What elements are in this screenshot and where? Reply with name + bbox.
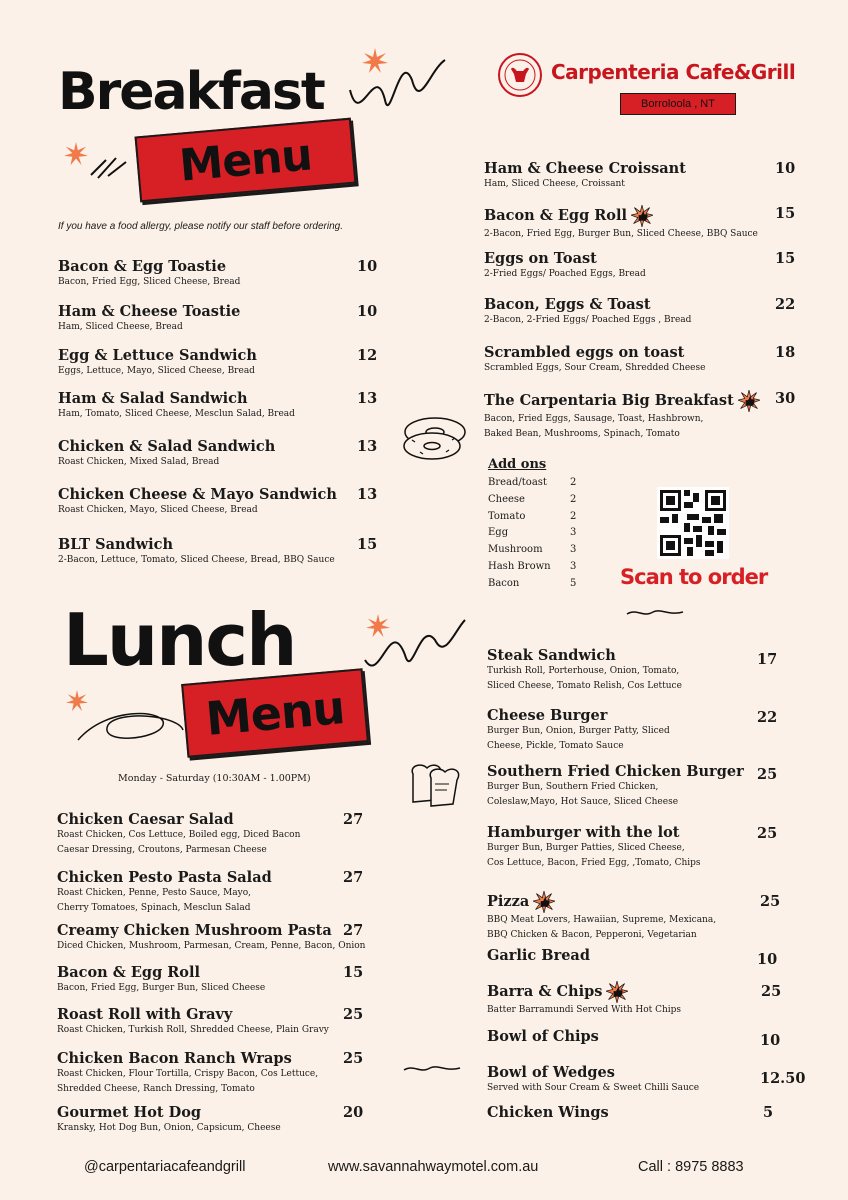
menu-item-name bbox=[58, 390, 295, 407]
menu-item-name-text: Chicken Wings bbox=[487, 1104, 609, 1121]
menu-item-name bbox=[58, 438, 275, 455]
addon-price: 5 bbox=[570, 577, 577, 589]
menu-item-name bbox=[487, 763, 744, 780]
menu-item bbox=[57, 869, 272, 916]
menu-item-description: Roast Chicken, Cos Lettuce, Boiled egg, Diced Bacon bbox=[57, 830, 301, 840]
menu-item bbox=[484, 390, 760, 442]
menu-item-description: Bacon, Fried Egg, Burger Bun, Sliced Cheese bbox=[57, 983, 266, 993]
menu-item-price: 13 bbox=[357, 486, 378, 503]
menu-item-description: Batter Barramundi Served With Hot Chips bbox=[487, 1005, 682, 1015]
menu-item-name bbox=[484, 344, 705, 361]
menu-item-description: 2-Bacon, Lettuce, Tomato, Sliced Cheese, Bread, BBQ Sauce bbox=[58, 555, 335, 565]
menu-item-name bbox=[487, 1028, 599, 1045]
menu-item-name-text: Hamburger with the lot bbox=[487, 824, 680, 841]
menu-item-description: Caesar Dressing, Croutons, Parmesan Cheese bbox=[57, 845, 267, 855]
menu-item-description: Roast Chicken, Mixed Salad, Bread bbox=[58, 457, 220, 467]
menu-item-name-text: Scrambled eggs on toast bbox=[484, 344, 685, 361]
menu-item bbox=[487, 947, 590, 964]
menu-item-description: Kransky, Hot Dog Bun, Onion, Capsicum, Cheese bbox=[57, 1123, 281, 1133]
addon-price: 3 bbox=[570, 544, 577, 556]
menu-item-name bbox=[58, 347, 257, 364]
menu-item bbox=[484, 344, 705, 376]
breakfast-title: Breakfast bbox=[58, 62, 324, 122]
menu-item-name-text: Creamy Chicken Mushroom Pasta bbox=[57, 922, 332, 939]
menu-item-name bbox=[58, 536, 335, 553]
addon-price: 3 bbox=[570, 561, 577, 572]
small-squiggle-doodle bbox=[625, 606, 685, 620]
brand-name: Carpenteria Cafe&Grill bbox=[551, 60, 796, 84]
menu-item-name bbox=[487, 647, 682, 664]
menu-item bbox=[57, 1006, 329, 1038]
menu-item-name-text: Bacon & Egg Toastie bbox=[58, 258, 227, 275]
menu-item-description: Burger Bun, Southern Fried Chicken, bbox=[487, 782, 659, 792]
menu-item bbox=[58, 390, 295, 422]
menu-item bbox=[58, 536, 335, 568]
menu-item-name bbox=[487, 891, 716, 913]
menu-item-price: 25 bbox=[343, 1050, 364, 1067]
menu-item-description: Cos Lettuce, Bacon, Fried Egg, ,Tomato, Chips bbox=[487, 858, 701, 868]
menu-item-name-text: Egg & Lettuce Sandwich bbox=[58, 347, 257, 364]
menu-item-name bbox=[57, 1050, 318, 1067]
phone-number[interactable]: Call : 8975 8883 bbox=[638, 1159, 744, 1175]
menu-item-name bbox=[57, 922, 365, 939]
menu-item-name-text: Ham & Cheese Croissant bbox=[484, 160, 686, 177]
menu-item-description: Ham, Sliced Cheese, Bread bbox=[58, 322, 183, 332]
thumbs-up-burst-icon bbox=[606, 981, 628, 1003]
menu-item bbox=[57, 922, 365, 954]
lunch-title: Lunch bbox=[63, 598, 296, 682]
menu-item bbox=[58, 486, 337, 518]
addons-title: Add ons bbox=[488, 457, 547, 472]
menu-item-description: Roast Chicken, Penne, Pesto Sauce, Mayo, bbox=[57, 888, 252, 898]
menu-item-name-text: Steak Sandwich bbox=[487, 647, 616, 664]
menu-item-description: Bacon, Fried Eggs, Sausage, Toast, Hashbrown, bbox=[484, 414, 704, 424]
menu-item-price: 22 bbox=[775, 296, 796, 313]
menu-item-name bbox=[57, 1006, 329, 1023]
menu-item-name bbox=[487, 1104, 609, 1121]
addon-name: Bacon bbox=[488, 577, 520, 589]
menu-item bbox=[487, 763, 744, 810]
menu-item-description: 2-Bacon, Fried Egg, Burger Bun, Sliced Cheese, BBQ Sauce bbox=[484, 229, 758, 239]
menu-item-description: Burger Bun, Onion, Burger Patty, Sliced bbox=[487, 726, 670, 736]
menu-item bbox=[487, 824, 701, 871]
menu-item-name bbox=[57, 811, 300, 828]
menu-item-description: BBQ Meat Lovers, Hawaiian, Supreme, Mexicana, bbox=[487, 915, 717, 925]
menu-item-price: 25 bbox=[757, 766, 778, 783]
addon-name: Hash Brown bbox=[488, 561, 551, 572]
menu-item-price: 25 bbox=[761, 983, 782, 1000]
menu-item-price: 10 bbox=[760, 1032, 781, 1049]
menu-item-description: Burger Bun, Burger Patties, Sliced Cheese, bbox=[487, 843, 685, 853]
menu-item-description: Roast Chicken, Flour Tortilla, Crispy Bacon, Cos Lettuce, bbox=[57, 1069, 319, 1079]
menu-item-description: Coleslaw,Mayo, Hot Sauce, Sliced Cheese bbox=[487, 797, 679, 807]
squiggle-doodle-top bbox=[340, 40, 460, 130]
menu-item-price: 25 bbox=[343, 1006, 364, 1023]
menu-item-name bbox=[484, 250, 646, 267]
menu-item-price: 15 bbox=[343, 964, 364, 981]
menu-item-price: 30 bbox=[775, 390, 796, 407]
menu-item bbox=[58, 347, 257, 379]
addon-name: Egg bbox=[488, 527, 509, 539]
menu-item-description: Diced Chicken, Mushroom, Parmesan, Cream, Penne, Bacon, Onion bbox=[57, 941, 366, 951]
menu-item bbox=[487, 647, 682, 694]
bull-logo bbox=[497, 52, 543, 98]
menu-item bbox=[484, 205, 758, 242]
menu-item-name bbox=[484, 160, 686, 177]
menu-item-price: 27 bbox=[343, 922, 364, 939]
menu-item-name bbox=[487, 707, 670, 724]
menu-item bbox=[57, 811, 300, 858]
menu-item-name-text: Chicken & Salad Sandwich bbox=[58, 438, 276, 455]
menu-item-description: 2-Bacon, 2-Fried Eggs/ Poached Eggs , Bread bbox=[484, 315, 692, 325]
menu-item-name-text: Ham & Salad Sandwich bbox=[58, 390, 248, 407]
menu-item-description: Served with Sour Cream & Sweet Chilli Sauce bbox=[487, 1083, 700, 1093]
menu-item bbox=[487, 1104, 609, 1121]
menu-item-price: 10 bbox=[357, 303, 378, 320]
menu-item-price: 18 bbox=[775, 344, 796, 361]
menu-item-price: 13 bbox=[357, 390, 378, 407]
menu-item-name-text: Chicken Bacon Ranch Wraps bbox=[57, 1050, 292, 1067]
menu-item-name-text: Chicken Cheese & Mayo Sandwich bbox=[58, 486, 337, 503]
menu-item-description: Roast Chicken, Turkish Roll, Shredded Cheese, Plain Gravy bbox=[57, 1025, 329, 1035]
menu-item-description: Ham, Tomato, Sliced Cheese, Mesclun Salad, Bread bbox=[58, 409, 295, 419]
menu-item bbox=[57, 1050, 318, 1097]
menu-item-price: 22 bbox=[757, 709, 778, 726]
menu-item bbox=[484, 250, 646, 282]
menu-item bbox=[484, 296, 691, 328]
menu-item bbox=[487, 707, 670, 754]
menu-item-name-text: Southern Fried Chicken Burger bbox=[487, 763, 744, 780]
addon-name: Cheese bbox=[488, 493, 525, 505]
thumbs-up-burst-icon bbox=[631, 205, 653, 227]
menu-item-price: 15 bbox=[775, 250, 796, 267]
menu-item-name-text: Cheese Burger bbox=[487, 707, 608, 724]
menu-item bbox=[57, 964, 265, 996]
menu-item-name-text: Chicken Caesar Salad bbox=[57, 811, 234, 828]
menu-item-name bbox=[57, 964, 265, 981]
menu-item-description: Shredded Cheese, Ranch Dressing, Tomato bbox=[57, 1084, 255, 1094]
menu-item-name bbox=[484, 390, 760, 412]
menu-item-name-text: Chicken Pesto Pasta Salad bbox=[57, 869, 272, 886]
menu-item-name bbox=[487, 824, 701, 841]
menu-item-name-text: Bowl of Chips bbox=[487, 1028, 599, 1045]
menu-item-price: 5 bbox=[763, 1104, 774, 1121]
menu-item-price: 13 bbox=[357, 438, 378, 455]
toast-illustration bbox=[405, 760, 467, 810]
bagel-illustration bbox=[400, 410, 470, 465]
menu-item-price: 12.50 bbox=[760, 1070, 806, 1087]
menu-item-price: 10 bbox=[775, 160, 796, 177]
menu-item-name-text: Garlic Bread bbox=[487, 947, 590, 964]
sparkle-burst-icon bbox=[366, 614, 390, 638]
menu-item-price: 15 bbox=[357, 536, 378, 553]
menu-item bbox=[57, 1104, 281, 1136]
menu-item bbox=[484, 160, 686, 192]
menu-item-description: Sliced Cheese, Tomato Relish, Cos Lettuce bbox=[487, 681, 682, 691]
lunch-menu-label-box bbox=[181, 668, 369, 758]
menu-item-name-text: Bacon, Eggs & Toast bbox=[484, 296, 651, 313]
menu-item-name-text: Bacon & Egg Roll bbox=[484, 207, 627, 224]
menu-item-description: Ham, Sliced Cheese, Croissant bbox=[484, 179, 625, 189]
menu-item-name-text: The Carpentaria Big Breakfast bbox=[484, 392, 734, 409]
menu-item-name bbox=[57, 1104, 281, 1121]
menu-item-description: Turkish Roll, Porterhouse, Onion, Tomato, bbox=[487, 666, 680, 676]
menu-item-description: Roast Chicken, Mayo, Sliced Cheese, Bread bbox=[58, 505, 258, 515]
menu-item-name bbox=[58, 303, 240, 320]
addon-price: 2 bbox=[570, 477, 577, 488]
menu-item-description: Cherry Tomatoes, Spinach, Mesclun Salad bbox=[57, 903, 251, 913]
menu-item-name bbox=[487, 947, 590, 964]
menu-item-name bbox=[58, 486, 337, 503]
menu-item-price: 10 bbox=[757, 951, 778, 968]
menu-item-price: 15 bbox=[775, 205, 796, 222]
menu-item-description: Eggs, Lettuce, Mayo, Sliced Cheese, Bread bbox=[58, 366, 255, 376]
menu-item bbox=[487, 1064, 699, 1096]
menu-item-price: 10 bbox=[357, 258, 378, 275]
addon-price: 2 bbox=[570, 493, 577, 505]
menu-item-price: 27 bbox=[343, 869, 364, 886]
menu-item-description: Scrambled Eggs, Sour Cream, Shredded Cheese bbox=[484, 363, 706, 373]
menu-item-name-text: Eggs on Toast bbox=[484, 250, 597, 267]
qr-code[interactable] bbox=[657, 487, 729, 559]
menu-item-name bbox=[484, 205, 758, 227]
menu-item-name-text: Ham & Cheese Toastie bbox=[58, 303, 241, 320]
menu-item-price: 25 bbox=[760, 893, 781, 910]
menu-item-name-text: Barra & Chips bbox=[487, 983, 603, 1000]
scribble-doodle bbox=[68, 700, 188, 750]
menu-item-description: Cheese, Pickle, Tomato Sauce bbox=[487, 741, 624, 751]
menu-item bbox=[58, 258, 240, 290]
menu-item-name-text: Bacon & Egg Roll bbox=[57, 964, 200, 981]
menu-item-price: 25 bbox=[757, 825, 778, 842]
menu-item-description: 2-Fried Eggs/ Poached Eggs, Bread bbox=[484, 269, 646, 279]
addon-name: Bread/toast bbox=[488, 477, 547, 488]
addon-price: 3 bbox=[570, 527, 577, 539]
website-link[interactable]: www.savannahwaymotel.com.au bbox=[328, 1159, 539, 1175]
menu-item-name bbox=[487, 981, 681, 1003]
menu-item-name bbox=[58, 258, 240, 275]
lunch-hours: Monday - Saturday (10:30AM - 1.00PM) bbox=[118, 773, 311, 784]
addon-name: Tomato bbox=[488, 510, 526, 522]
scan-to-order-label: Scan to order bbox=[620, 565, 768, 589]
addon-price: 2 bbox=[570, 510, 577, 522]
thumbs-up-burst-icon bbox=[533, 891, 555, 913]
breakfast-menu-label: Menu bbox=[177, 128, 314, 192]
menu-item-description: Bacon, Fried Egg, Sliced Cheese, Bread bbox=[58, 277, 241, 287]
menu-item-description: BBQ Chicken & Bacon, Pepperoni, Vegetarian bbox=[487, 930, 697, 940]
sparkle-burst-icon bbox=[362, 48, 388, 74]
menu-item bbox=[487, 1028, 599, 1045]
thumbs-up-burst-icon bbox=[738, 390, 760, 412]
menu-item-name bbox=[484, 296, 691, 313]
allergy-note: If you have a food allergy, please notify our staff before ordering. bbox=[58, 221, 343, 232]
lunch-menu-label: Menu bbox=[203, 680, 347, 746]
breakfast-menu-label-box bbox=[135, 118, 357, 203]
menu-item bbox=[487, 981, 681, 1018]
menu-item bbox=[58, 303, 240, 335]
menu-item-price: 27 bbox=[343, 811, 364, 828]
menu-item-name-text: Gourmet Hot Dog bbox=[57, 1104, 202, 1121]
menu-item-name-text: BLT Sandwich bbox=[58, 536, 174, 553]
menu-item-name-text: Roast Roll with Gravy bbox=[57, 1006, 233, 1023]
location-badge: Borroloola , NT bbox=[620, 93, 736, 115]
menu-item bbox=[58, 438, 275, 470]
menu-item-price: 12 bbox=[357, 347, 378, 364]
instagram-handle[interactable]: @carpentariacafeandgrill bbox=[84, 1159, 246, 1175]
menu-item-name-text: Bowl of Wedges bbox=[487, 1064, 615, 1081]
menu-item-name bbox=[57, 869, 272, 886]
menu-item-price: 20 bbox=[343, 1104, 364, 1121]
addon-name: Mushroom bbox=[488, 544, 543, 556]
sparkle-burst-icon bbox=[64, 142, 88, 166]
menu-item-name-text: Pizza bbox=[487, 893, 530, 910]
menu-item-name bbox=[487, 1064, 699, 1081]
menu-item-description: Baked Bean, Mushrooms, Spinach, Tomato bbox=[484, 429, 680, 439]
menu-item bbox=[487, 891, 716, 943]
small-squiggle-doodle bbox=[402, 1062, 462, 1076]
menu-item-price: 17 bbox=[757, 651, 778, 668]
